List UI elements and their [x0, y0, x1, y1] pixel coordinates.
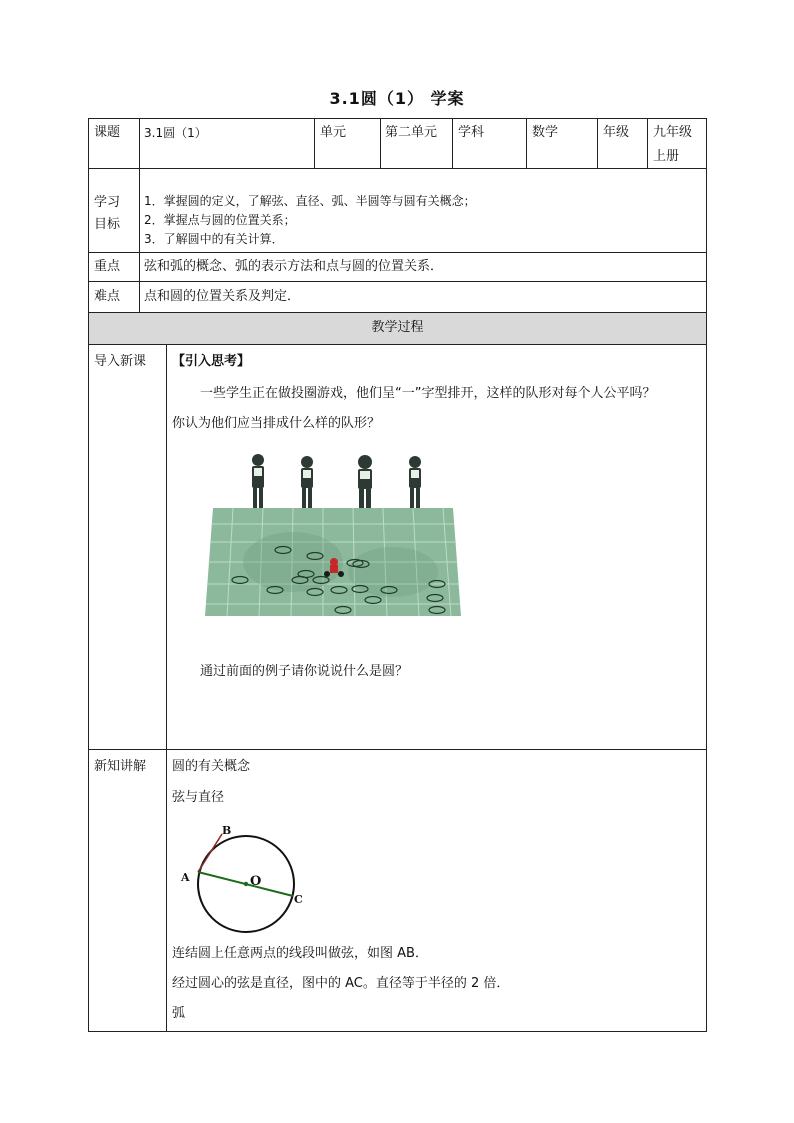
unit-label: 单元 [320, 125, 347, 140]
grade-value-line1: 九年级 [653, 125, 693, 140]
label-point-c: C [294, 893, 303, 906]
objectives-label-2: 目标 [94, 217, 121, 232]
intro-label: 导入新课 [94, 354, 147, 369]
subject-value: 数学 [532, 125, 559, 140]
grade-label: 年级 [603, 125, 630, 140]
intro-question: 通过前面的例子请你说说什么是圆？ [200, 664, 409, 679]
difficulty-text: 点和圆的位置关系及判定． [144, 289, 301, 304]
intro-heading: 【引入思考】 [172, 354, 251, 369]
page-title: 3.1圆（1） 学案 [329, 89, 465, 108]
concept-heading: 圆的有关概念 [172, 759, 251, 774]
circle-diagram [176, 820, 310, 936]
process-header: 教学过程 [371, 320, 424, 335]
difficulty-label: 难点 [94, 289, 121, 304]
objective-item: 1．掌握圆的定义，了解弦、直径、弧、半圆等与圆有关概念； [144, 194, 476, 208]
objective-item: 2．掌握点与圆的位置关系； [144, 213, 296, 227]
diameter-definition: 经过圆心的弦是直径，图中的 AC。直径等于半径的 2 倍． [172, 976, 510, 991]
key-point-text: 弦和弧的概念、弧的表示方法和点与圆的位置关系． [144, 259, 444, 274]
intro-paragraph-2: 你认为他们应当排成什么样的队形？ [172, 416, 381, 431]
chord-definition: 连结圆上任意两点的线段叫做弦，如图 AB． [172, 946, 428, 961]
objectives-label-1: 学习 [94, 195, 121, 210]
objective-item: 3．了解圆中的有关计算． [144, 232, 284, 246]
grade-value-line2: 上册 [653, 149, 680, 164]
label-point-o: O [250, 874, 262, 889]
subject-label: 学科 [458, 125, 485, 140]
course-label: 课题 [94, 125, 121, 140]
new-knowledge-label: 新知讲解 [94, 759, 147, 774]
unit-value: 第二单元 [385, 125, 438, 140]
ring-toss-illustration [203, 452, 463, 618]
arc-heading: 弧 [172, 1006, 186, 1021]
chord-diameter-heading: 弦与直径 [172, 790, 225, 805]
label-point-a: A [181, 871, 190, 884]
key-point-label: 重点 [94, 259, 121, 274]
intro-paragraph-1: 一些学生正在做投圈游戏，他们呈“一”字型排开，这样的队形对每个人公平吗？ [200, 386, 656, 401]
course-value: 3.1圆（1） [144, 126, 207, 140]
label-point-b: B [222, 824, 232, 837]
